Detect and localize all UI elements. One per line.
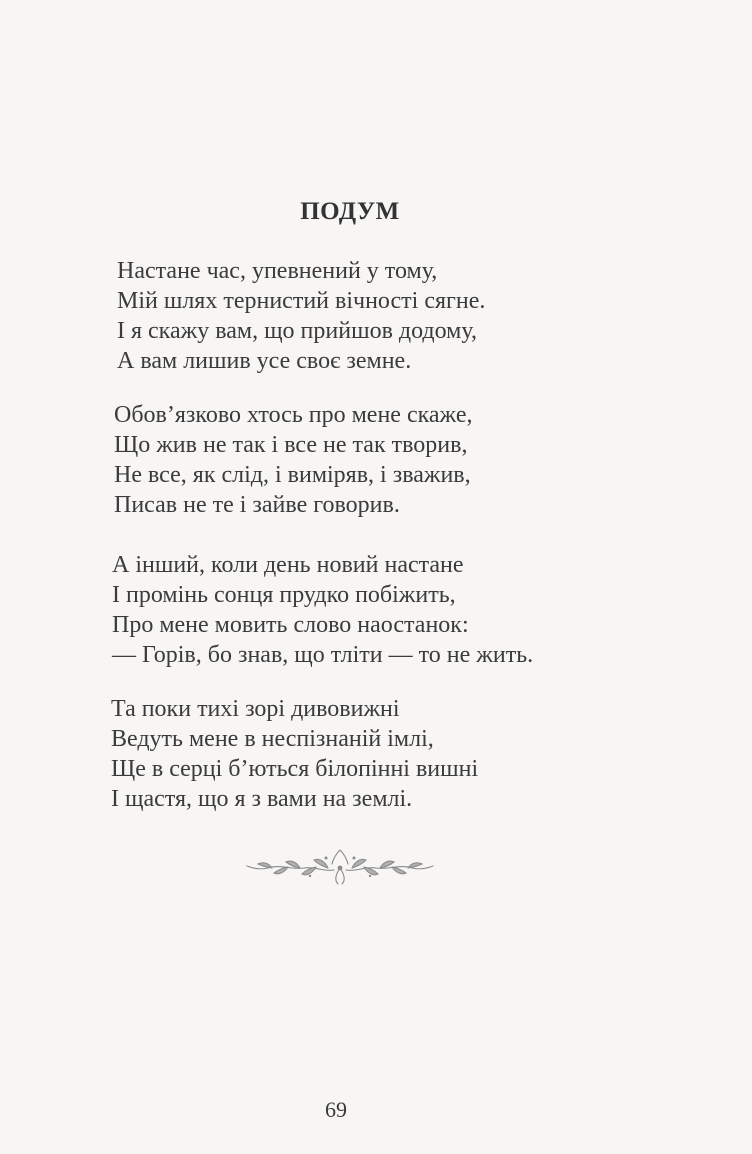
poem-line: І промінь сонця прудко побіжить, — [112, 582, 456, 608]
stanza-3 — [112, 550, 672, 670]
stanza-4 — [111, 694, 671, 814]
poem-line: Ще в серці б’ються білопінні вишні — [111, 756, 479, 782]
poem-line: Ведуть мене в неспізнаній імлі, — [111, 726, 434, 752]
page-number: 69 — [325, 1097, 347, 1122]
stanza-2 — [114, 400, 674, 520]
poem-line: Про мене мовить слово наостанок: — [112, 612, 469, 638]
poem-title: ПОДУМ — [300, 198, 400, 225]
stanza-1 — [117, 256, 677, 376]
poem-line: А інший, коли день новий настане — [112, 552, 464, 578]
poem-line: І я скажу вам, що прийшов додому, — [117, 318, 477, 344]
poem-line: Обов’язково хтось про мене скаже, — [114, 402, 473, 428]
poem-line: Настане час, упевнений у тому, — [117, 258, 438, 284]
poem-line: — Горів, бо знав, що тліти — то не жить. — [112, 642, 534, 668]
poem-line: Не все, як слід, і виміряв, і зважив, — [114, 462, 471, 488]
poem-line: І щастя, що я з вами на землі. — [111, 786, 413, 812]
floral-divider-icon — [244, 846, 436, 890]
poem-line: А вам лишив усе своє земне. — [117, 348, 412, 374]
poem-line: Писав не те і зайве говорив. — [114, 492, 400, 518]
poem-line: Що жив не так і все не так творив, — [114, 432, 468, 458]
poem-line: Та поки тихі зорі дивовижні — [111, 696, 400, 722]
poem-line: Мій шлях тернистий вічності сягне. — [117, 288, 486, 314]
